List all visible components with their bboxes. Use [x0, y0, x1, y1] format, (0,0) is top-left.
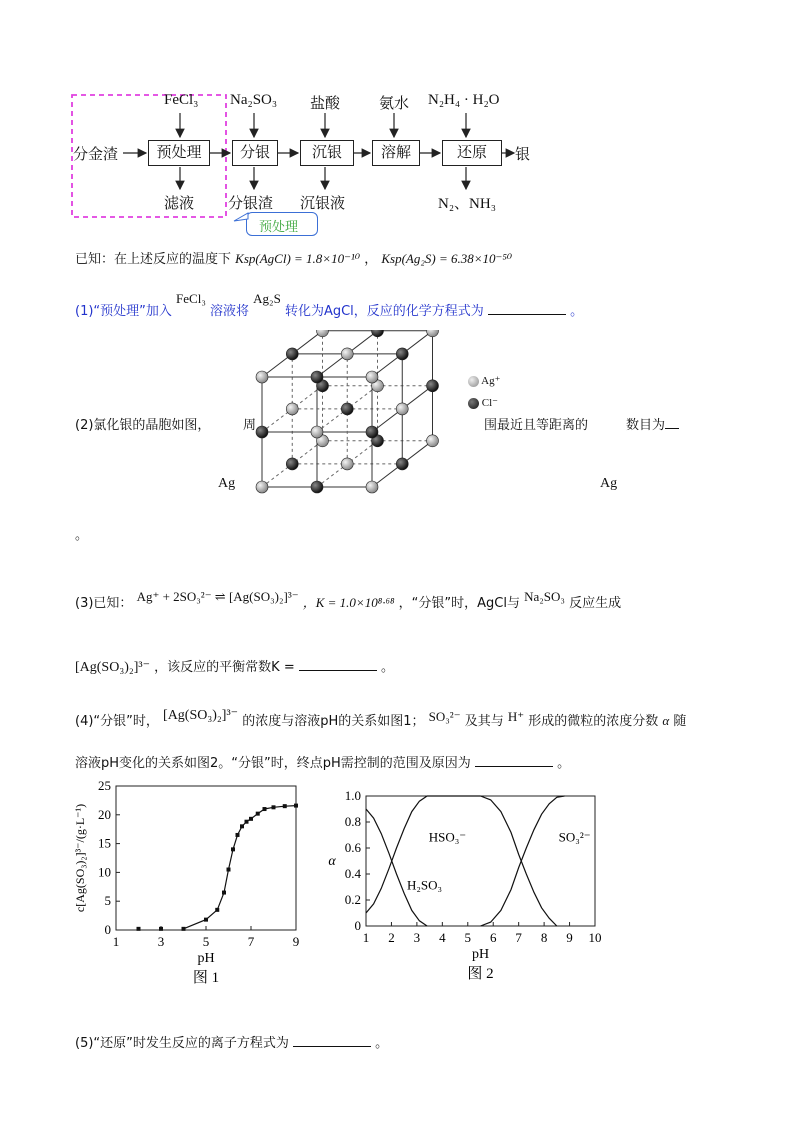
- data-point: [231, 847, 235, 851]
- agcl-unit-cell: [250, 330, 490, 500]
- x-axis-label: pH: [197, 951, 215, 966]
- data-point: [215, 908, 219, 912]
- x-tick-label: 9: [566, 930, 573, 945]
- q5-text-a: (5)“还原”时发生反应的离子方程式为: [75, 1036, 289, 1051]
- output-gases: N₂、NH₃: [438, 196, 496, 212]
- flow-diagram: [0, 85, 560, 235]
- cl-ion: [311, 481, 323, 493]
- input-ammonia: 氨水: [379, 96, 410, 112]
- question-3-line2: [75, 656, 394, 676]
- question-1: [75, 291, 584, 319]
- known-prefix: 已知：在上述反应的温度下: [75, 252, 232, 267]
- input-fecl3: FeCl₃: [164, 92, 199, 108]
- data-point: [245, 820, 249, 824]
- figure-caption: 图 2: [467, 966, 494, 982]
- q3-text-f: ，该反应的平衡常数K =: [154, 660, 295, 675]
- ag-ion: [341, 348, 353, 360]
- y-tick-label: 0.2: [344, 892, 361, 907]
- q5-period: 。: [375, 1036, 389, 1051]
- q4-line2: 溶液pH变化的关系如图2。“分银”时，终点pH需控制的范围及原因为: [75, 756, 471, 771]
- output-silver-residue: 分银渣: [228, 196, 274, 212]
- legend-ag-label: Ag⁺: [481, 375, 501, 387]
- x-tick-label: 1: [362, 930, 370, 945]
- x-tick-label: 7: [515, 930, 522, 945]
- curve-series: [366, 809, 427, 926]
- ag-ion: [366, 371, 378, 383]
- cl-ion: [341, 403, 353, 415]
- data-point: [204, 918, 208, 922]
- data-point: [222, 891, 226, 895]
- step-silver-separation: 分银: [232, 140, 278, 166]
- step-reduction: 还原: [442, 140, 502, 166]
- legend-ag: [468, 374, 500, 387]
- legend-cl-label: Cl⁻: [481, 397, 498, 409]
- q3-na2so3: Na₂SO₃: [524, 589, 565, 604]
- y-tick-label: 0: [354, 918, 361, 933]
- q4-hplus: H⁺: [507, 709, 525, 724]
- curve-series: [481, 796, 565, 926]
- x-tick-label: 3: [157, 934, 165, 949]
- x-tick-label: 9: [292, 934, 300, 949]
- y-tick-label: 25: [98, 778, 111, 793]
- cl-ion: [366, 426, 378, 438]
- q1-ag2s: Ag₂S: [253, 291, 281, 306]
- data-point: [249, 817, 253, 821]
- data-point: [294, 804, 298, 808]
- q3-answer-blank[interactable]: [299, 659, 377, 671]
- input-hcl: 盐酸: [310, 96, 341, 112]
- label-h2so3: H₂SO₃: [406, 877, 443, 893]
- q3-text-a: (3)已知：: [75, 596, 133, 611]
- y-tick-label: 1.0: [344, 788, 361, 803]
- question-4-line2: [75, 752, 570, 771]
- q3-equilibrium: Ag⁺ + 2SO₃²⁻ ⇌ [Ag(SO₃)₂]³⁻: [136, 589, 299, 604]
- x-tick-label: 6: [489, 930, 497, 945]
- data-point: [240, 824, 244, 828]
- data-point: [236, 833, 240, 837]
- figure-1-chart: [70, 778, 320, 1016]
- ksp-agcl: Ksp(AgCl) = 1.8×10⁻¹⁰: [235, 251, 361, 266]
- x-tick-label: 1: [112, 934, 120, 949]
- question-5: [75, 1032, 388, 1051]
- plot-frame: [366, 796, 595, 926]
- cl-ion: [427, 380, 439, 392]
- ag-ion: [396, 403, 408, 415]
- q2-ag-left: Ag: [218, 476, 236, 491]
- figure-caption: 图 1: [192, 970, 220, 986]
- q4-text-g: 形成的微粒的浓度分数: [528, 714, 659, 729]
- data-point: [159, 927, 163, 931]
- question-4: [75, 710, 686, 730]
- q5-answer-blank[interactable]: [293, 1035, 371, 1047]
- q1-text-a: (1)“预处理”加入: [75, 304, 172, 319]
- flow-start: 分金渣: [73, 147, 119, 163]
- q1-text-e: 转化为AgCl，反应的化学方程式为: [284, 304, 484, 319]
- cl-ion: [372, 330, 384, 337]
- legend-cl: [468, 396, 498, 409]
- cl-ion: [286, 458, 298, 470]
- q2-period: 。: [75, 528, 89, 543]
- data-point: [137, 927, 141, 931]
- label-so3: SO₃²⁻: [558, 829, 591, 845]
- data-point: [227, 868, 231, 872]
- annotation-text: 预处理: [259, 220, 299, 235]
- q4-complex: [Ag(SO₃)₂]³⁻: [163, 708, 239, 723]
- curve-series: [184, 806, 297, 929]
- data-point: [256, 812, 260, 816]
- annotation-bubble[interactable]: [246, 212, 318, 236]
- ag-ion: [341, 458, 353, 470]
- cl-ion: [311, 371, 323, 383]
- question-3: [75, 589, 622, 611]
- data-point: [272, 805, 276, 809]
- q2-answer-blank[interactable]: [665, 417, 679, 429]
- q2-text-a: (2)氯化银的晶胞如图，: [75, 418, 211, 433]
- q4-period: 。: [557, 756, 571, 771]
- ag-ion: [256, 371, 268, 383]
- ksp-ag2s: Ksp(Ag₂S) = 6.38×10⁻⁵⁰: [381, 251, 513, 266]
- q1-answer-blank[interactable]: [488, 303, 566, 315]
- q3-k-value: ，K = 1.0×10⁸·⁶⁸: [302, 595, 395, 610]
- y-tick-label: 0.6: [344, 840, 361, 855]
- y-tick-label: 0: [104, 922, 111, 937]
- q3-period: 。: [381, 660, 395, 675]
- ag-ion: [366, 481, 378, 493]
- known-line: [75, 248, 512, 267]
- step-dissolution: 溶解: [372, 140, 420, 166]
- x-tick-label: 4: [439, 930, 446, 945]
- data-point: [283, 804, 287, 808]
- cl-ion: [396, 348, 408, 360]
- q1-text-c: 溶液将: [210, 304, 250, 319]
- data-point: [182, 927, 186, 931]
- step-silver-precipitation: 沉银: [300, 140, 354, 166]
- figure-2-chart: [320, 786, 620, 1018]
- curve-hso3-rise: [366, 796, 427, 913]
- input-hydrazine: N₂H₄ · H₂O: [428, 92, 500, 108]
- q4-sulfite: SO₃²⁻: [428, 709, 461, 724]
- y-tick-label: 15: [98, 835, 111, 851]
- ag-ion: [286, 403, 298, 415]
- ag-ion: [256, 481, 268, 493]
- known-sep: ，: [364, 252, 378, 267]
- data-point: [263, 807, 267, 811]
- x-axis-label: pH: [471, 947, 490, 962]
- q2-text-c: 围最近且等距离的: [484, 418, 589, 433]
- output-precip-liquid: 沉银液: [300, 196, 346, 212]
- q2-text-b: 周: [243, 418, 257, 433]
- flow-end: 银: [515, 147, 531, 163]
- ag-ion: [427, 330, 439, 337]
- ag-ion-icon: [468, 376, 479, 387]
- x-tick-label: 3: [413, 930, 421, 945]
- label-hso3: HSO₃⁻: [428, 829, 467, 845]
- q2-text-d: 数目为: [626, 414, 679, 433]
- q1-period: 。: [570, 304, 584, 319]
- cl-ion-icon: [468, 398, 479, 409]
- y-tick-label: 10: [98, 864, 111, 880]
- q4-text-i: 随: [673, 714, 687, 729]
- q4-text-e: 及其与: [464, 714, 504, 729]
- x-tick-label: 2: [388, 930, 395, 945]
- cl-ion: [286, 348, 298, 360]
- q4-alpha: α: [662, 713, 670, 728]
- input-na2so3: Na₂SO₃: [230, 92, 278, 108]
- x-tick-label: 10: [588, 930, 602, 945]
- y-tick-label: 5: [104, 893, 111, 909]
- cl-ion: [396, 458, 408, 470]
- ag-ion: [311, 426, 323, 438]
- ag-ion: [427, 435, 439, 447]
- q4-text-a: (4)“分银”时，: [75, 714, 159, 729]
- cl-ion: [256, 426, 268, 438]
- y-tick-label: 20: [98, 806, 111, 822]
- output-filtrate: 滤液: [164, 196, 195, 212]
- y-axis-label: α: [328, 854, 336, 869]
- curve-hso3-fall: [481, 796, 557, 926]
- q3-complex: [Ag(SO₃)₂]³⁻: [75, 660, 151, 675]
- x-tick-label: 5: [202, 934, 210, 949]
- q4-text-c: 的浓度与溶液pH的关系如图1；: [242, 714, 425, 729]
- y-tick-label: 0.4: [344, 866, 361, 881]
- q1-fecl3: FeCl₃: [176, 291, 206, 306]
- y-tick-label: 0.8: [344, 814, 361, 829]
- step-pretreatment: 预处理: [148, 140, 210, 166]
- annotation-pointer: [232, 211, 252, 223]
- x-tick-label: 5: [464, 930, 472, 945]
- q4-answer-blank[interactable]: [475, 755, 553, 767]
- q3-text-d: 反应生成: [569, 596, 622, 611]
- x-tick-label: 8: [540, 930, 548, 945]
- q3-text-b: ，“分银”时，AgCl与: [398, 596, 520, 611]
- ag-ion: [317, 330, 329, 337]
- q2-ag-right: Ag: [600, 476, 618, 491]
- x-tick-label: 7: [247, 934, 255, 949]
- y-axis-label: c[Ag(SO₃)₂]³⁻/(g·L⁻¹): [73, 803, 87, 913]
